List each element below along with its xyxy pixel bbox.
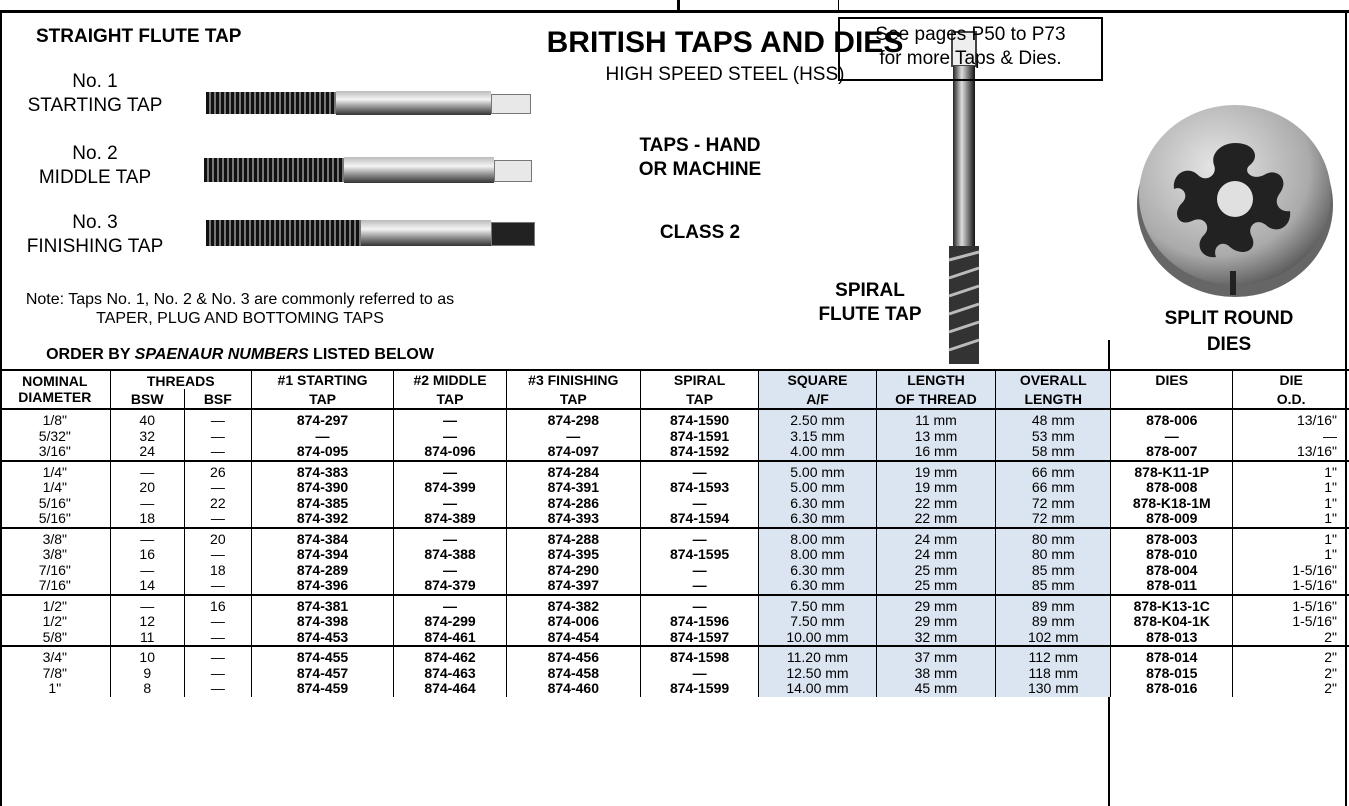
table-cell: 4.00 mm bbox=[759, 444, 876, 461]
table-cell: 874-1590 bbox=[640, 409, 759, 429]
col-square: SQUARE bbox=[759, 370, 876, 389]
table-cell: 7/16" bbox=[0, 578, 110, 595]
table-cell: 3/8" bbox=[0, 528, 110, 548]
table-cell: 7/8" bbox=[0, 666, 110, 682]
table-cell: 14.00 mm bbox=[759, 681, 876, 697]
col-middle-2: TAP bbox=[394, 389, 507, 409]
table-cell: 5/32" bbox=[0, 429, 110, 445]
tap-label-3: No. 3 FINISHING TAP bbox=[26, 212, 164, 257]
table-cell: — bbox=[184, 666, 251, 682]
table-cell: 26 bbox=[184, 461, 251, 481]
table-cell: 85 mm bbox=[996, 563, 1111, 579]
table-cell: — bbox=[184, 646, 251, 666]
table-cell: 1-5/16" bbox=[1292, 597, 1337, 614]
table-cell: — bbox=[184, 480, 251, 496]
col-spiral-2: TAP bbox=[640, 389, 759, 409]
table-group bbox=[0, 409, 1349, 461]
table-cell: 3/16" bbox=[0, 444, 110, 461]
table-cell: 3.15 mm bbox=[759, 429, 876, 445]
table-row bbox=[0, 681, 1349, 697]
table-row bbox=[0, 646, 1349, 666]
table-cell: 874-453 bbox=[251, 630, 393, 647]
table-cell: — bbox=[110, 563, 184, 579]
table-cell: 874-394 bbox=[251, 547, 393, 563]
table-group bbox=[0, 461, 1349, 528]
table-cell: 1/2" bbox=[0, 595, 110, 615]
table-row bbox=[0, 547, 1349, 563]
table-cell: — bbox=[640, 461, 759, 481]
table-cell: 10 bbox=[110, 646, 184, 666]
table-cell: 72 mm bbox=[996, 511, 1111, 528]
table-cell: 874-006 bbox=[506, 614, 640, 630]
table-cell: 874-299 bbox=[394, 614, 507, 630]
table-cell: — bbox=[640, 496, 759, 512]
table-group bbox=[0, 646, 1349, 697]
table-cell: 24 mm bbox=[876, 547, 996, 563]
table-cell: — bbox=[394, 429, 507, 445]
table-cell: 874-1593 bbox=[640, 480, 759, 496]
table-cell: 112 mm bbox=[996, 646, 1111, 666]
split-round-die-image bbox=[1130, 95, 1340, 305]
finishing-tap-image bbox=[198, 212, 538, 256]
table-cell: — bbox=[184, 511, 251, 528]
table-cell: 8 bbox=[110, 681, 184, 697]
table-cell: — bbox=[1111, 429, 1233, 445]
table-cell: 9 bbox=[110, 666, 184, 682]
table-cell: 874-1591 bbox=[640, 429, 759, 445]
table-header-row-2 bbox=[0, 389, 1349, 409]
table-cell: 874-399 bbox=[394, 480, 507, 496]
table-cell: 874-393 bbox=[506, 511, 640, 528]
table-cell: 32 bbox=[110, 429, 184, 445]
table-cell: 874-097 bbox=[506, 444, 640, 461]
table-cell: 13/16" bbox=[1296, 412, 1337, 428]
table-cell: 874-096 bbox=[394, 444, 507, 461]
spiral-flute-label: SPIRAL FLUTE TAP bbox=[818, 280, 922, 325]
table-cell: — bbox=[1323, 427, 1337, 444]
order-by-instruction: ORDER BY SPAENAUR NUMBERS LISTED BELOW bbox=[46, 346, 434, 363]
table-cell: — bbox=[184, 630, 251, 647]
table-cell: 29 mm bbox=[876, 595, 996, 615]
table-cell: — bbox=[184, 578, 251, 595]
table-cell: 878-015 bbox=[1111, 666, 1233, 682]
table-cell: 878-K11-1P bbox=[1111, 461, 1233, 481]
col-dies-2 bbox=[1111, 389, 1233, 409]
table-cell: 1-5/16" bbox=[1292, 577, 1337, 593]
table-cell: 2" bbox=[1324, 649, 1337, 665]
col-dies: DIES bbox=[1111, 370, 1233, 389]
table-cell: 874-383 bbox=[251, 461, 393, 481]
table-cell: 878-013 bbox=[1111, 630, 1233, 647]
page-subtitle: HIGH SPEED STEEL (HSS) bbox=[605, 64, 845, 85]
table-cell: — bbox=[394, 496, 507, 512]
table-cell: 874-397 bbox=[506, 578, 640, 595]
table-cell: 878-003 bbox=[1111, 528, 1233, 548]
table-cell: — bbox=[394, 563, 507, 579]
col-nominal: NOMINAL bbox=[0, 370, 110, 389]
table-row bbox=[0, 444, 1349, 461]
table-cell: 2" bbox=[1324, 680, 1337, 696]
table-cell: 22 mm bbox=[876, 496, 996, 512]
table-cell: 66 mm bbox=[996, 461, 1111, 481]
table-cell: 2" bbox=[1324, 628, 1337, 645]
col-square-2: A/F bbox=[759, 389, 876, 409]
table-cell: 5.00 mm bbox=[759, 461, 876, 481]
table-cell: 874-1598 bbox=[640, 646, 759, 666]
table-cell: 8.00 mm bbox=[759, 528, 876, 548]
table-cell: 1" bbox=[1324, 530, 1337, 547]
split-round-dies-label: SPLIT ROUND DIES bbox=[1164, 308, 1294, 355]
col-finishing: #3 FINISHING bbox=[506, 370, 640, 389]
table-cell: 8.00 mm bbox=[759, 547, 876, 563]
table-cell: 878-010 bbox=[1111, 547, 1233, 563]
table-cell: 5/16" bbox=[0, 511, 110, 528]
table-cell: — bbox=[394, 461, 507, 481]
table-cell: 1/8" bbox=[0, 409, 110, 429]
col-finishing-2: TAP bbox=[506, 389, 640, 409]
table-cell: 102 mm bbox=[996, 630, 1111, 647]
table-cell: 874-095 bbox=[251, 444, 393, 461]
table-cell: 874-461 bbox=[394, 630, 507, 647]
col-length-thread: LENGTH bbox=[876, 370, 996, 389]
table-row bbox=[0, 461, 1349, 481]
table-cell: 6.30 mm bbox=[759, 563, 876, 579]
table-cell: 874-379 bbox=[394, 578, 507, 595]
table-cell: 874-388 bbox=[394, 547, 507, 563]
table-cell: 20 bbox=[110, 480, 184, 496]
table-cell: 13/16" bbox=[1296, 443, 1337, 459]
table-cell: 22 bbox=[184, 496, 251, 512]
table-cell: 1" bbox=[1324, 479, 1337, 495]
table-cell: 874-1594 bbox=[640, 511, 759, 528]
table-cell: 874-456 bbox=[506, 646, 640, 666]
table-cell: 874-1597 bbox=[640, 630, 759, 647]
table-cell: 25 mm bbox=[876, 563, 996, 579]
table-row bbox=[0, 480, 1349, 496]
table-cell: 874-458 bbox=[506, 666, 640, 682]
table-cell: — bbox=[640, 578, 759, 595]
col-die-od: DIE bbox=[1233, 370, 1349, 389]
table-cell: — bbox=[184, 429, 251, 445]
table-cell: 874-286 bbox=[506, 496, 640, 512]
table-cell: 874-1592 bbox=[640, 444, 759, 461]
table-cell: 2" bbox=[1324, 664, 1337, 681]
table-cell: — bbox=[506, 429, 640, 445]
table-cell: 874-290 bbox=[506, 563, 640, 579]
table-cell: 874-459 bbox=[251, 681, 393, 697]
table-cell: 14 bbox=[110, 578, 184, 595]
table-cell: 16 bbox=[110, 547, 184, 563]
table-cell: 6.30 mm bbox=[759, 578, 876, 595]
table-cell: — bbox=[110, 595, 184, 615]
table-cell: 3/4" bbox=[0, 646, 110, 666]
table-cell: 45 mm bbox=[876, 681, 996, 697]
table-cell: — bbox=[640, 563, 759, 579]
table-cell: — bbox=[110, 461, 184, 481]
table-cell: — bbox=[394, 595, 507, 615]
table-cell: 1/4" bbox=[0, 480, 110, 496]
table-row bbox=[0, 578, 1349, 595]
table-cell: 874-284 bbox=[506, 461, 640, 481]
table-row bbox=[0, 630, 1349, 647]
table-cell: 878-004 bbox=[1111, 563, 1233, 579]
table-cell: 72 mm bbox=[996, 496, 1111, 512]
col-nominal-2: DIAMETER bbox=[0, 389, 110, 409]
table-cell: 7/16" bbox=[0, 563, 110, 579]
table-cell: 80 mm bbox=[996, 528, 1111, 548]
table-cell: 874-1599 bbox=[640, 681, 759, 697]
table-cell: 1" bbox=[1324, 463, 1337, 480]
table-cell: 1/4" bbox=[0, 461, 110, 481]
col-spiral: SPIRAL bbox=[640, 370, 759, 389]
table-cell: 18 bbox=[184, 563, 251, 579]
table-cell: 32 mm bbox=[876, 630, 996, 647]
col-overall: OVERALL bbox=[996, 370, 1111, 389]
table-cell: — bbox=[110, 528, 184, 548]
table-cell: 22 mm bbox=[876, 511, 996, 528]
class-label: CLASS 2 bbox=[659, 222, 741, 243]
table-cell: 89 mm bbox=[996, 595, 1111, 615]
table-cell: — bbox=[394, 528, 507, 548]
table-cell: — bbox=[184, 614, 251, 630]
table-cell: 878-K18-1M bbox=[1111, 496, 1233, 512]
table-cell: 1" bbox=[1324, 546, 1337, 562]
table-cell: 2.50 mm bbox=[759, 409, 876, 429]
table-group bbox=[0, 595, 1349, 647]
table-cell: 874-385 bbox=[251, 496, 393, 512]
table-cell: 874-454 bbox=[506, 630, 640, 647]
table-cell: 11.20 mm bbox=[759, 646, 876, 666]
table-cell: 874-390 bbox=[251, 480, 393, 496]
table-cell: 878-016 bbox=[1111, 681, 1233, 697]
table-cell: 20 bbox=[184, 528, 251, 548]
table-cell: 38 mm bbox=[876, 666, 996, 682]
table-row bbox=[0, 563, 1349, 579]
table-cell: 874-1596 bbox=[640, 614, 759, 630]
table-cell: — bbox=[184, 681, 251, 697]
table-cell: 874-462 bbox=[394, 646, 507, 666]
table-cell: — bbox=[394, 409, 507, 429]
table-cell: 19 mm bbox=[876, 461, 996, 481]
table-cell: 878-008 bbox=[1111, 480, 1233, 496]
table-cell: 16 bbox=[184, 595, 251, 615]
table-group bbox=[0, 528, 1349, 595]
table-cell: 878-K13-1C bbox=[1111, 595, 1233, 615]
table-cell: 5/16" bbox=[0, 496, 110, 512]
table-cell: 874-395 bbox=[506, 547, 640, 563]
table-cell: 130 mm bbox=[996, 681, 1111, 697]
table-cell: 29 mm bbox=[876, 614, 996, 630]
table-cell: 1" bbox=[1324, 494, 1337, 511]
table-cell: 10.00 mm bbox=[759, 630, 876, 647]
col-die-od-2: O.D. bbox=[1276, 390, 1306, 407]
table-cell: 37 mm bbox=[876, 646, 996, 666]
taps-note: Note: Taps No. 1, No. 2 & No. 3 are commonly referred to as TAPER, PLUG AND BOTTOMING TAPS bbox=[25, 291, 455, 327]
table-cell: 874-391 bbox=[506, 480, 640, 496]
straight-flute-heading: STRAIGHT FLUTE TAP bbox=[36, 26, 242, 47]
middle-tap-image bbox=[198, 148, 533, 192]
table-cell: 58 mm bbox=[996, 444, 1111, 461]
table-cell: 19 mm bbox=[876, 480, 996, 496]
table-row bbox=[0, 429, 1349, 445]
table-cell: 1/2" bbox=[0, 614, 110, 630]
tap-label-2: No. 2 MIDDLE TAP bbox=[38, 143, 152, 188]
table-cell: 80 mm bbox=[996, 547, 1111, 563]
table-cell: 24 bbox=[110, 444, 184, 461]
col-bsw: BSW bbox=[110, 389, 184, 409]
table-cell: — bbox=[640, 528, 759, 548]
col-threads: THREADS bbox=[110, 370, 251, 389]
table-cell: 24 mm bbox=[876, 528, 996, 548]
table-cell: 6.30 mm bbox=[759, 496, 876, 512]
table-cell: 1-5/16" bbox=[1292, 561, 1337, 578]
table-cell: 11 bbox=[110, 630, 184, 647]
table-cell: 7.50 mm bbox=[759, 614, 876, 630]
tap-label-1: No. 1 STARTING TAP bbox=[27, 71, 163, 116]
table-cell: 874-392 bbox=[251, 511, 393, 528]
table-cell: 48 mm bbox=[996, 409, 1111, 429]
table-cell: 874-382 bbox=[506, 595, 640, 615]
table-cell: 18 bbox=[110, 511, 184, 528]
table-cell: 874-464 bbox=[394, 681, 507, 697]
table-cell: — bbox=[110, 496, 184, 512]
table-row bbox=[0, 614, 1349, 630]
table-header-row bbox=[0, 370, 1349, 389]
table-cell: 89 mm bbox=[996, 614, 1111, 630]
table-row bbox=[0, 595, 1349, 615]
table-cell: — bbox=[251, 429, 393, 445]
table-cell: 16 mm bbox=[876, 444, 996, 461]
table-cell: 1-5/16" bbox=[1292, 613, 1337, 629]
page-title: BRITISH TAPS AND DIES bbox=[546, 26, 904, 59]
table-cell: — bbox=[640, 666, 759, 682]
table-cell: 874-289 bbox=[251, 563, 393, 579]
table-cell: 874-288 bbox=[506, 528, 640, 548]
table-row bbox=[0, 409, 1349, 429]
col-starting-2: TAP bbox=[251, 389, 393, 409]
table-row bbox=[0, 511, 1349, 528]
table-cell: 11 mm bbox=[876, 409, 996, 429]
col-bsf: BSF bbox=[184, 389, 251, 409]
table-cell: 874-389 bbox=[394, 511, 507, 528]
table-cell: 66 mm bbox=[996, 480, 1111, 496]
table-cell: 874-398 bbox=[251, 614, 393, 630]
table-cell: 878-011 bbox=[1111, 578, 1233, 595]
taps-dies-table bbox=[0, 369, 1349, 697]
table-cell: 5.00 mm bbox=[759, 480, 876, 496]
table-cell: 40 bbox=[110, 409, 184, 429]
table-cell: 1" bbox=[1324, 510, 1337, 526]
table-cell: 1" bbox=[0, 681, 110, 697]
col-length-thread-2: OF THREAD bbox=[876, 389, 996, 409]
table-row bbox=[0, 666, 1349, 682]
table-cell: 874-396 bbox=[251, 578, 393, 595]
table-row bbox=[0, 496, 1349, 512]
see-pages-note: See pages P50 to P73 for more Taps & Dies. bbox=[838, 17, 1103, 81]
table-row bbox=[0, 528, 1349, 548]
starting-tap-image bbox=[198, 82, 533, 122]
table-cell: — bbox=[640, 595, 759, 615]
table-cell: 878-007 bbox=[1111, 444, 1233, 461]
table-cell: 874-381 bbox=[251, 595, 393, 615]
table-cell: — bbox=[184, 547, 251, 563]
table-cell: 118 mm bbox=[996, 666, 1111, 682]
table-cell: 3/8" bbox=[0, 547, 110, 563]
taps-hand-machine: TAPS - HAND OR MACHINE bbox=[638, 135, 762, 180]
table-cell: 53 mm bbox=[996, 429, 1111, 445]
table-cell: 878-006 bbox=[1111, 409, 1233, 429]
table-cell: 874-457 bbox=[251, 666, 393, 682]
table-cell: 878-K04-1K bbox=[1111, 614, 1233, 630]
table-cell: — bbox=[184, 444, 251, 461]
col-middle: #2 MIDDLE bbox=[394, 370, 507, 389]
table-cell: — bbox=[184, 409, 251, 429]
table-cell: 874-460 bbox=[506, 681, 640, 697]
table-cell: 874-463 bbox=[394, 666, 507, 682]
col-starting: #1 STARTING bbox=[251, 370, 393, 389]
table-cell: 874-384 bbox=[251, 528, 393, 548]
table-cell: 6.30 mm bbox=[759, 511, 876, 528]
table-cell: 85 mm bbox=[996, 578, 1111, 595]
table-cell: 25 mm bbox=[876, 578, 996, 595]
table-cell: 13 mm bbox=[876, 429, 996, 445]
col-overall-2: LENGTH bbox=[996, 389, 1111, 409]
table-cell: 878-009 bbox=[1111, 511, 1233, 528]
table-cell: 874-455 bbox=[251, 646, 393, 666]
table-cell: 7.50 mm bbox=[759, 595, 876, 615]
table-cell: 874-1595 bbox=[640, 547, 759, 563]
table-cell: 12.50 mm bbox=[759, 666, 876, 682]
table-cell: 12 bbox=[110, 614, 184, 630]
table-cell: 874-298 bbox=[506, 409, 640, 429]
table-cell: 878-014 bbox=[1111, 646, 1233, 666]
table-cell: 874-297 bbox=[251, 409, 393, 429]
table-cell: 5/8" bbox=[0, 630, 110, 647]
